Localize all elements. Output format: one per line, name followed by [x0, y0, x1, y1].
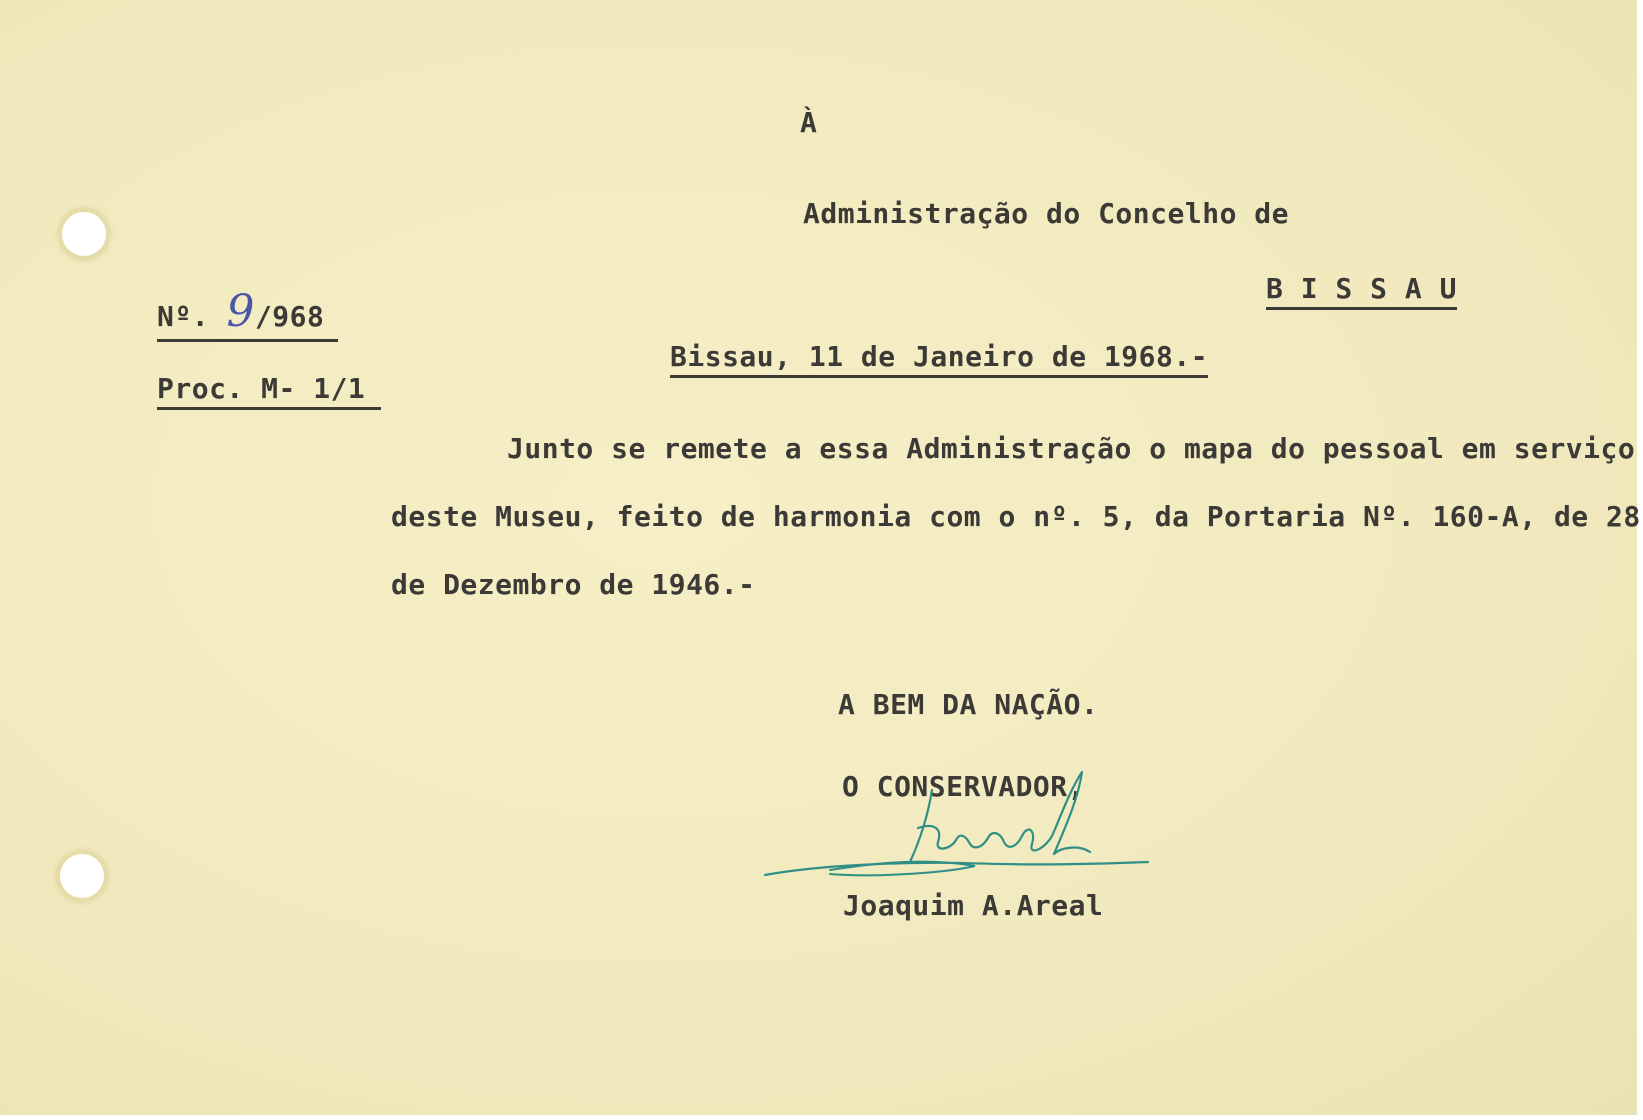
- reference-proc: Proc. M- 1/1: [157, 372, 381, 410]
- addressee-city: B I S S A U: [1266, 272, 1457, 310]
- closing-title: O CONSERVADOR,: [842, 770, 1086, 803]
- signatory-name: Joaquim A.Areal: [843, 889, 1104, 922]
- reference-number: [157, 286, 338, 342]
- reference-number-prefix: Nº.: [157, 300, 210, 333]
- punch-hole-bottom: [60, 854, 104, 898]
- punch-hole-top: [62, 212, 106, 256]
- signature-scribble: [760, 770, 1160, 890]
- addressee-prefix: À: [800, 106, 818, 139]
- reference-number-suffix: /968: [254, 300, 325, 333]
- reference-number-handwritten: 9: [226, 286, 255, 337]
- closing-salutation: A BEM DA NAÇÃO.: [838, 688, 1099, 721]
- body-line-2: deste Museu, feito de harmonia com o nº. 5, da Portaria Nº. 160-A, de 28: [391, 500, 1641, 533]
- page-edge-right: [1637, 0, 1643, 1120]
- page-edge-bottom: [0, 1115, 1643, 1120]
- body-line-1: Junto se remete a essa Administração o mapa do pessoal em serviço: [507, 432, 1636, 465]
- body-line-3: de Dezembro de 1946.-: [391, 568, 756, 601]
- date-line: Bissau, 11 de Janeiro de 1968.-: [670, 340, 1208, 378]
- addressee-line: Administração do Concelho de: [803, 197, 1290, 230]
